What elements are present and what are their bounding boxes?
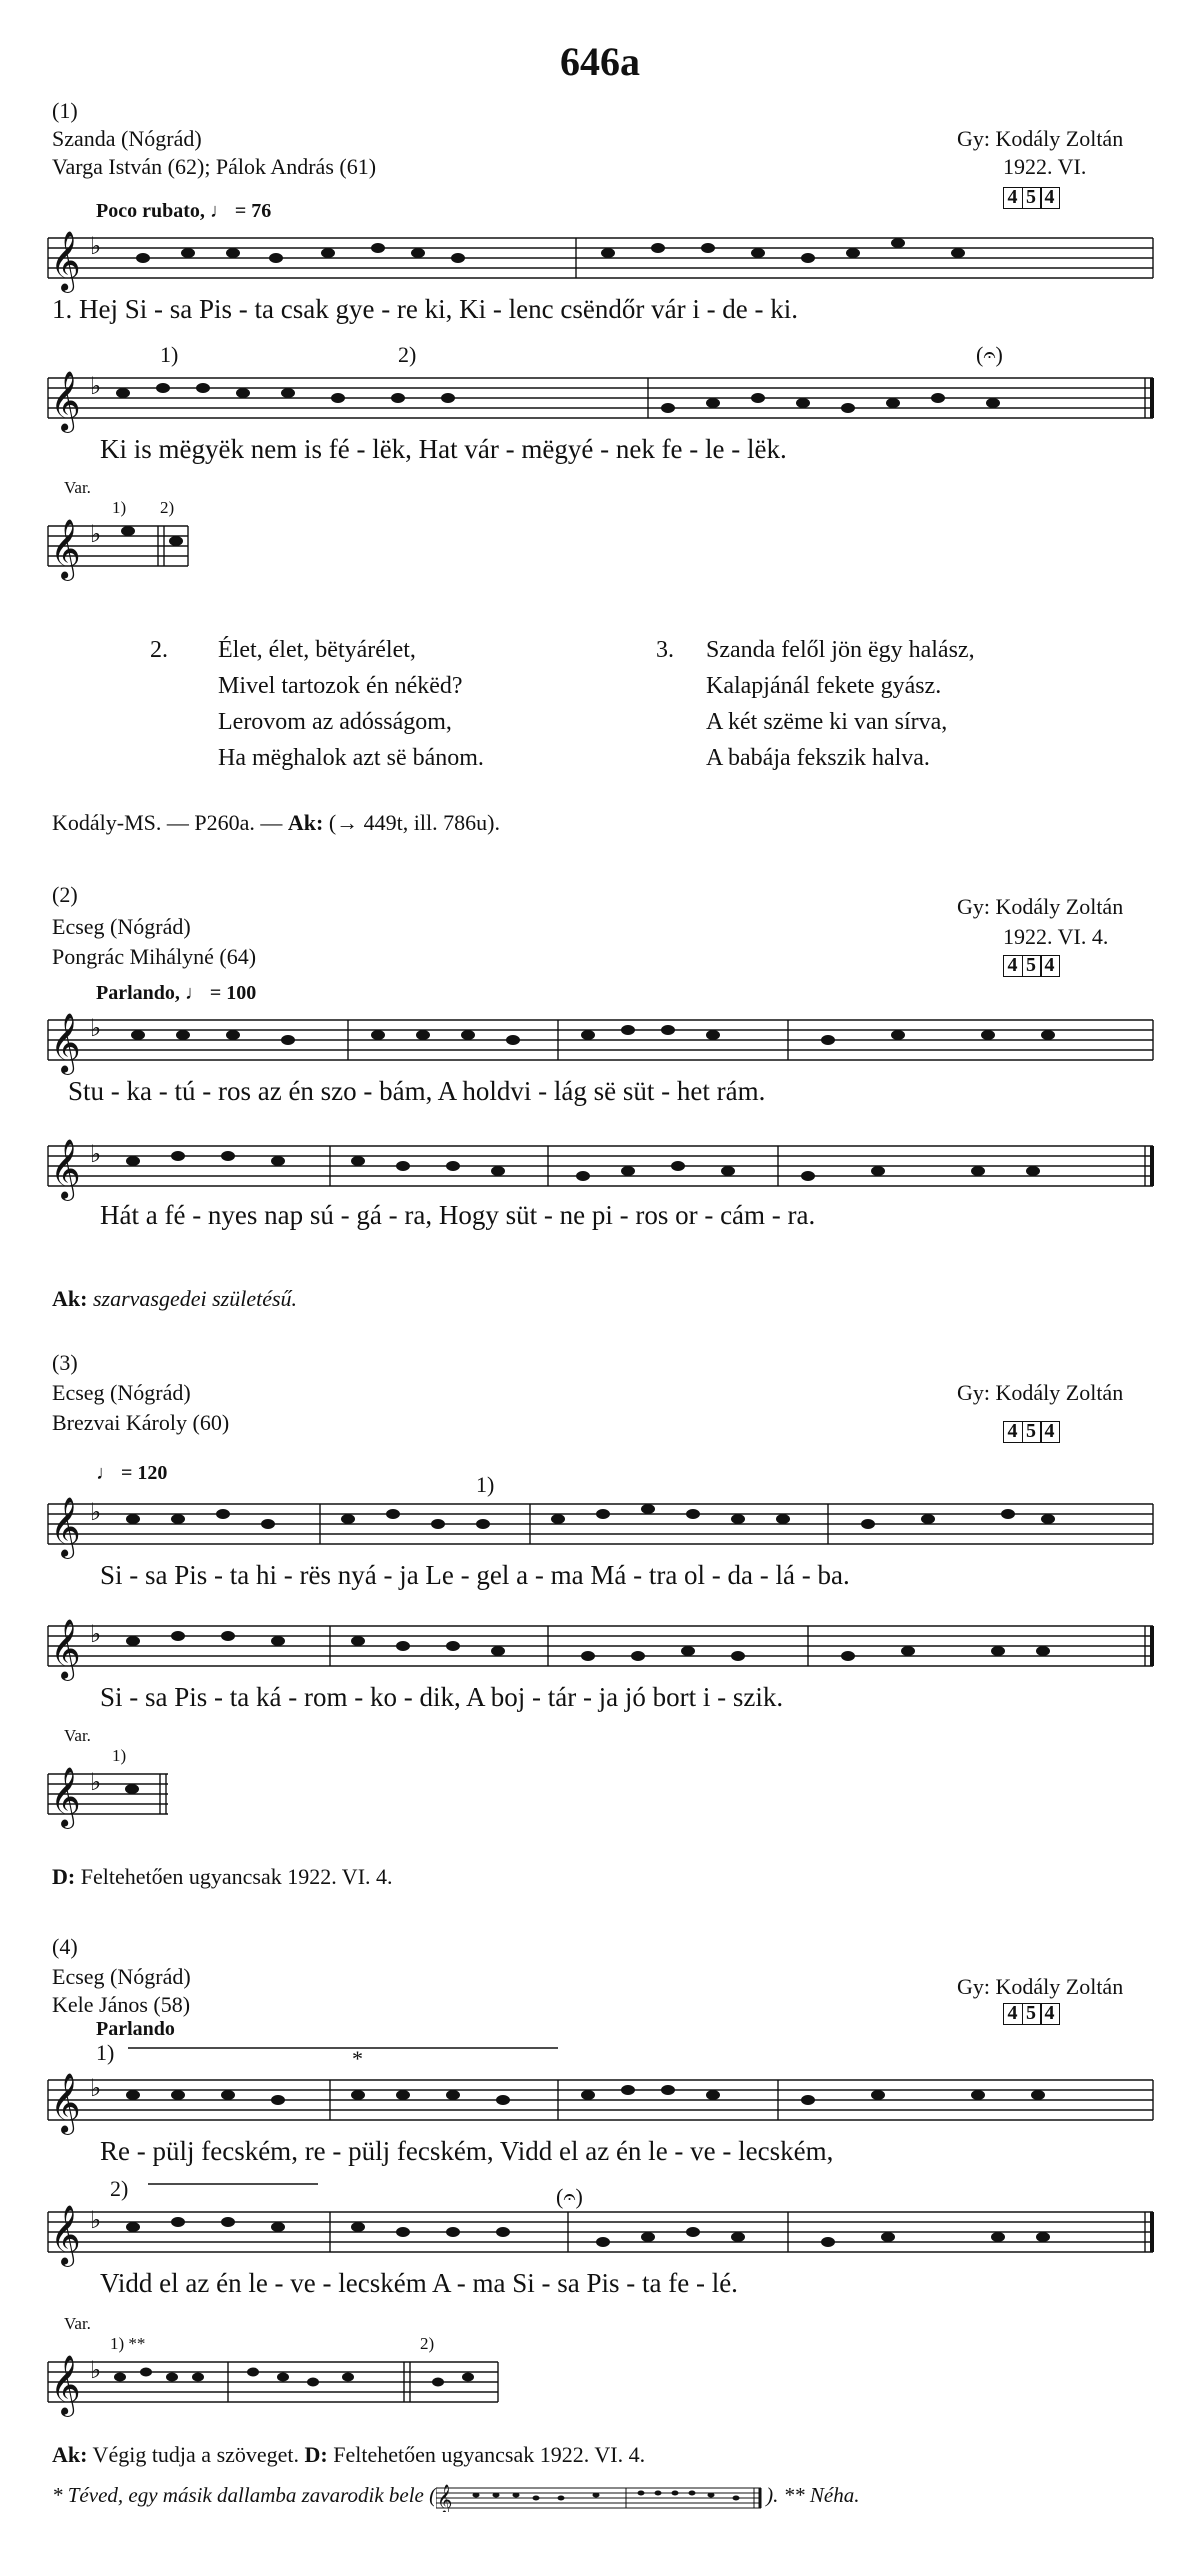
meter-box: 5 — [1022, 187, 1042, 209]
note-text: Feltehetően ugyancsak 1922. VI. 4. — [75, 1864, 393, 1889]
section-3-number: (3) — [52, 1350, 78, 1375]
section-1-meter-boxes — [1003, 186, 1059, 209]
svg-text:𝄞: 𝄞 — [437, 2485, 453, 2512]
note-text: Kodály-MS. — P260a. — — [52, 810, 288, 835]
note-text: (→ 449t, ill. 786u). — [323, 810, 500, 835]
svg-text:𝄞: 𝄞 — [50, 1621, 81, 1678]
meter-box: 5 — [1022, 2003, 1042, 2025]
section-2-staff-1 — [48, 1012, 1158, 1072]
section-3-staff-2 — [48, 1618, 1158, 1678]
section-1-tempo: Poco rubato, ♩ = 76 — [96, 200, 272, 222]
svg-text:♭: ♭ — [90, 2076, 102, 2102]
section-4-mark-3: 2) — [110, 2176, 129, 2201]
note-label: D: — [304, 2442, 328, 2467]
svg-text:♭: ♭ — [90, 522, 102, 548]
section-1-variant-staff — [48, 518, 208, 578]
section-4-mark-2: * — [352, 2046, 363, 2071]
meter-box: 4 — [1003, 187, 1023, 209]
section-2-singers: Pongrác Mihályné (64) — [52, 944, 257, 969]
footnote-music-snippet — [436, 2482, 766, 2512]
section-4-var-label: Var. — [64, 2314, 91, 2333]
section-1-source-note — [52, 808, 500, 838]
note-text: szarvasgedei születésű. — [87, 1286, 298, 1311]
meter-box: 4 — [1040, 955, 1060, 977]
section-3-staff-1 — [48, 1496, 1158, 1556]
section-1-verse-2-line-1: Élet, élet, bëtyárélet, — [218, 637, 416, 663]
section-2-number: (2) — [52, 882, 78, 907]
meter-box: 4 — [1040, 187, 1060, 209]
svg-text:♭: ♭ — [90, 2358, 102, 2384]
svg-text:♭: ♭ — [90, 1770, 102, 1796]
svg-text:♭: ♭ — [90, 234, 102, 260]
section-1-verse-3-line-2: Kalapjánál fekete gyász. — [706, 673, 942, 699]
section-3-lyrics-line-2: Si - sa Pis - ta ká - rom - ko - dik, A boj - tár - ja jó bort i - szik. — [100, 1682, 784, 1712]
section-2-date: 1922. VI. 4. — [1003, 924, 1109, 949]
svg-text:𝄞: 𝄞 — [50, 2075, 81, 2132]
footnote-text: * Téved, egy másik dallamba zavarodik bele ( — [52, 2482, 437, 2507]
meter-box: 4 — [1003, 2003, 1023, 2025]
section-4-var-mark-2: 2) — [420, 2334, 435, 2353]
svg-text:♭: ♭ — [90, 1142, 102, 1168]
section-4-lyrics-line-2: Vidd el az én le - ve - lecském A - ma Si - sa Pis - ta fe - lé. — [100, 2268, 738, 2298]
svg-text:𝄞: 𝄞 — [50, 373, 81, 430]
note-label: Ak: — [52, 2442, 88, 2467]
section-3-meter-boxes — [1003, 1420, 1059, 1443]
section-4-staff-1 — [48, 2072, 1158, 2132]
note-text: Végig tudja a szöveget. — [87, 2442, 305, 2467]
section-4-singers: Kele János (58) — [52, 1992, 191, 2017]
section-1-date: 1922. VI. — [1003, 154, 1087, 179]
section-1-verse-3-line-3: A két szëme ki van sírva, — [706, 709, 948, 735]
section-4-variant-staff — [48, 2354, 508, 2414]
section-4-tempo: Parlando — [96, 2018, 175, 2040]
section-1-staff-2 — [48, 370, 1158, 430]
page-title: 646a — [560, 39, 640, 84]
svg-text:𝄞: 𝄞 — [50, 1769, 81, 1826]
section-1-staff-1 — [48, 230, 1158, 290]
section-2-meter-boxes — [1003, 954, 1059, 977]
section-2-collector: Gy: Kodály Zoltán — [957, 894, 1124, 919]
section-4-number: (4) — [52, 1934, 78, 1959]
section-3-singers: Brezvai Károly (60) — [52, 1410, 230, 1435]
section-1-singers: Varga István (62); Pálok András (61) — [52, 154, 377, 179]
footnote — [52, 2482, 859, 2512]
section-3-note — [52, 1862, 393, 1892]
section-3-lyrics-line-1: Si - sa Pis - ta hi - rës nyá - ja Le - gel a - ma Má - tra ol - da - lá - ba. — [100, 1560, 850, 1590]
svg-text:♭: ♭ — [90, 1500, 102, 1526]
section-4-mark-4: (𝄐) — [556, 2184, 583, 2209]
section-1-mark-2: 2) — [398, 342, 417, 367]
svg-text:𝄞: 𝄞 — [50, 1141, 81, 1198]
meter-box: 4 — [1040, 1421, 1060, 1443]
section-1-mark-3: (𝄐) — [976, 342, 1003, 367]
meter-box: 4 — [1040, 2003, 1060, 2025]
section-3-place: Ecseg (Nógrád) — [52, 1380, 191, 1405]
meter-box: 4 — [1003, 955, 1023, 977]
section-3-tempo: ♩ = 120 — [96, 1462, 168, 1484]
svg-text:𝄞: 𝄞 — [50, 2207, 81, 2264]
section-2-lyrics-line-1: Stu - ka - tú - ros az én szo - bám, A holdvi - lág së süt - het rám. — [68, 1076, 766, 1106]
section-2-lyrics-line-2: Hát a fé - nyes nap sú - gá - ra, Hogy süt - ne pi - ros or - cám - ra. — [100, 1200, 816, 1230]
section-3-collector: Gy: Kodály Zoltán — [957, 1380, 1124, 1405]
section-4-note — [52, 2440, 645, 2470]
section-1-verse-3-line-4: A babája fekszik halva. — [706, 745, 930, 771]
section-3-var-label: Var. — [64, 1726, 91, 1745]
note-label: Ak: — [52, 1286, 88, 1311]
section-4-lyrics-line-1: Re - pülj fecském, re - pülj fecském, Vidd el az én le - ve - lecském, — [100, 2136, 834, 2166]
section-3-var-mark-1: 1) — [112, 1746, 127, 1765]
svg-text:𝄞: 𝄞 — [50, 2357, 81, 2414]
section-1-var-mark-2: 2) — [160, 498, 175, 517]
section-1-place: Szanda (Nógrád) — [52, 126, 202, 151]
section-4-mark-1: 1) — [96, 2040, 115, 2065]
note-label: Ak: — [287, 810, 324, 835]
section-2-place: Ecseg (Nógrád) — [52, 914, 191, 939]
section-1-var-mark-1: 1) — [112, 498, 127, 517]
section-3-mark-1: 1) — [476, 1472, 495, 1497]
section-2-staff-2 — [48, 1138, 1158, 1198]
meter-box: 4 — [1003, 1421, 1023, 1443]
footnote-text: ). ** Néha. — [766, 2482, 860, 2507]
section-4-staff-2 — [48, 2204, 1158, 2264]
svg-text:♭: ♭ — [90, 374, 102, 400]
section-2-note — [52, 1284, 297, 1314]
section-2-tempo: Parlando, ♩ = 100 — [96, 982, 257, 1004]
svg-text:𝄞: 𝄞 — [50, 1015, 81, 1072]
meter-box: 5 — [1022, 1421, 1042, 1443]
section-1-var-label: Var. — [64, 478, 91, 497]
section-4-var-mark-1: 1) ** — [110, 2334, 146, 2353]
section-1-collector: Gy: Kodály Zoltán — [957, 126, 1124, 151]
note-text: Feltehetően ugyancsak 1922. VI. 4. — [327, 2442, 646, 2467]
svg-text:♭: ♭ — [90, 1622, 102, 1648]
section-1-number: (1) — [52, 98, 78, 123]
meter-box: 5 — [1022, 955, 1042, 977]
section-4-place: Ecseg (Nógrád) — [52, 1964, 191, 1989]
svg-text:𝄞: 𝄞 — [50, 1499, 81, 1556]
section-4-collector: Gy: Kodály Zoltán — [957, 1974, 1124, 1999]
svg-text:♭: ♭ — [90, 1016, 102, 1042]
svg-text:𝄞: 𝄞 — [50, 233, 81, 290]
svg-text:♭: ♭ — [90, 2208, 102, 2234]
section-1-lyrics-line-1: 1. Hej Si - sa Pis - ta csak gye - re ki, Ki - lenc csëndőr vár i - de - ki. — [52, 294, 799, 324]
section-4-meter-boxes — [1003, 2002, 1059, 2025]
section-1-verse-2-line-2: Mivel tartozok én nékëd? — [218, 673, 463, 699]
svg-text:𝄞: 𝄞 — [50, 521, 81, 578]
section-1-verse-2-number: 2. — [150, 637, 168, 663]
section-1-mark-1: 1) — [160, 342, 179, 367]
note-label: D: — [52, 1864, 76, 1889]
section-3-variant-staff — [48, 1766, 188, 1826]
section-1-verse-2-line-4: Ha mëghalok azt së bánom. — [218, 745, 484, 771]
section-1-verse-2-line-3: Lerovom az adósságom, — [218, 709, 452, 735]
section-1-lyrics-line-2: Ki is mëgyëk nem is fé - lëk, Hat vár - mëgyé - nek fe - le - lëk. — [100, 434, 787, 464]
section-1-verse-3-number: 3. — [656, 637, 674, 663]
section-1-verse-3-line-1: Szanda felől jön ëgy halász, — [706, 637, 975, 663]
